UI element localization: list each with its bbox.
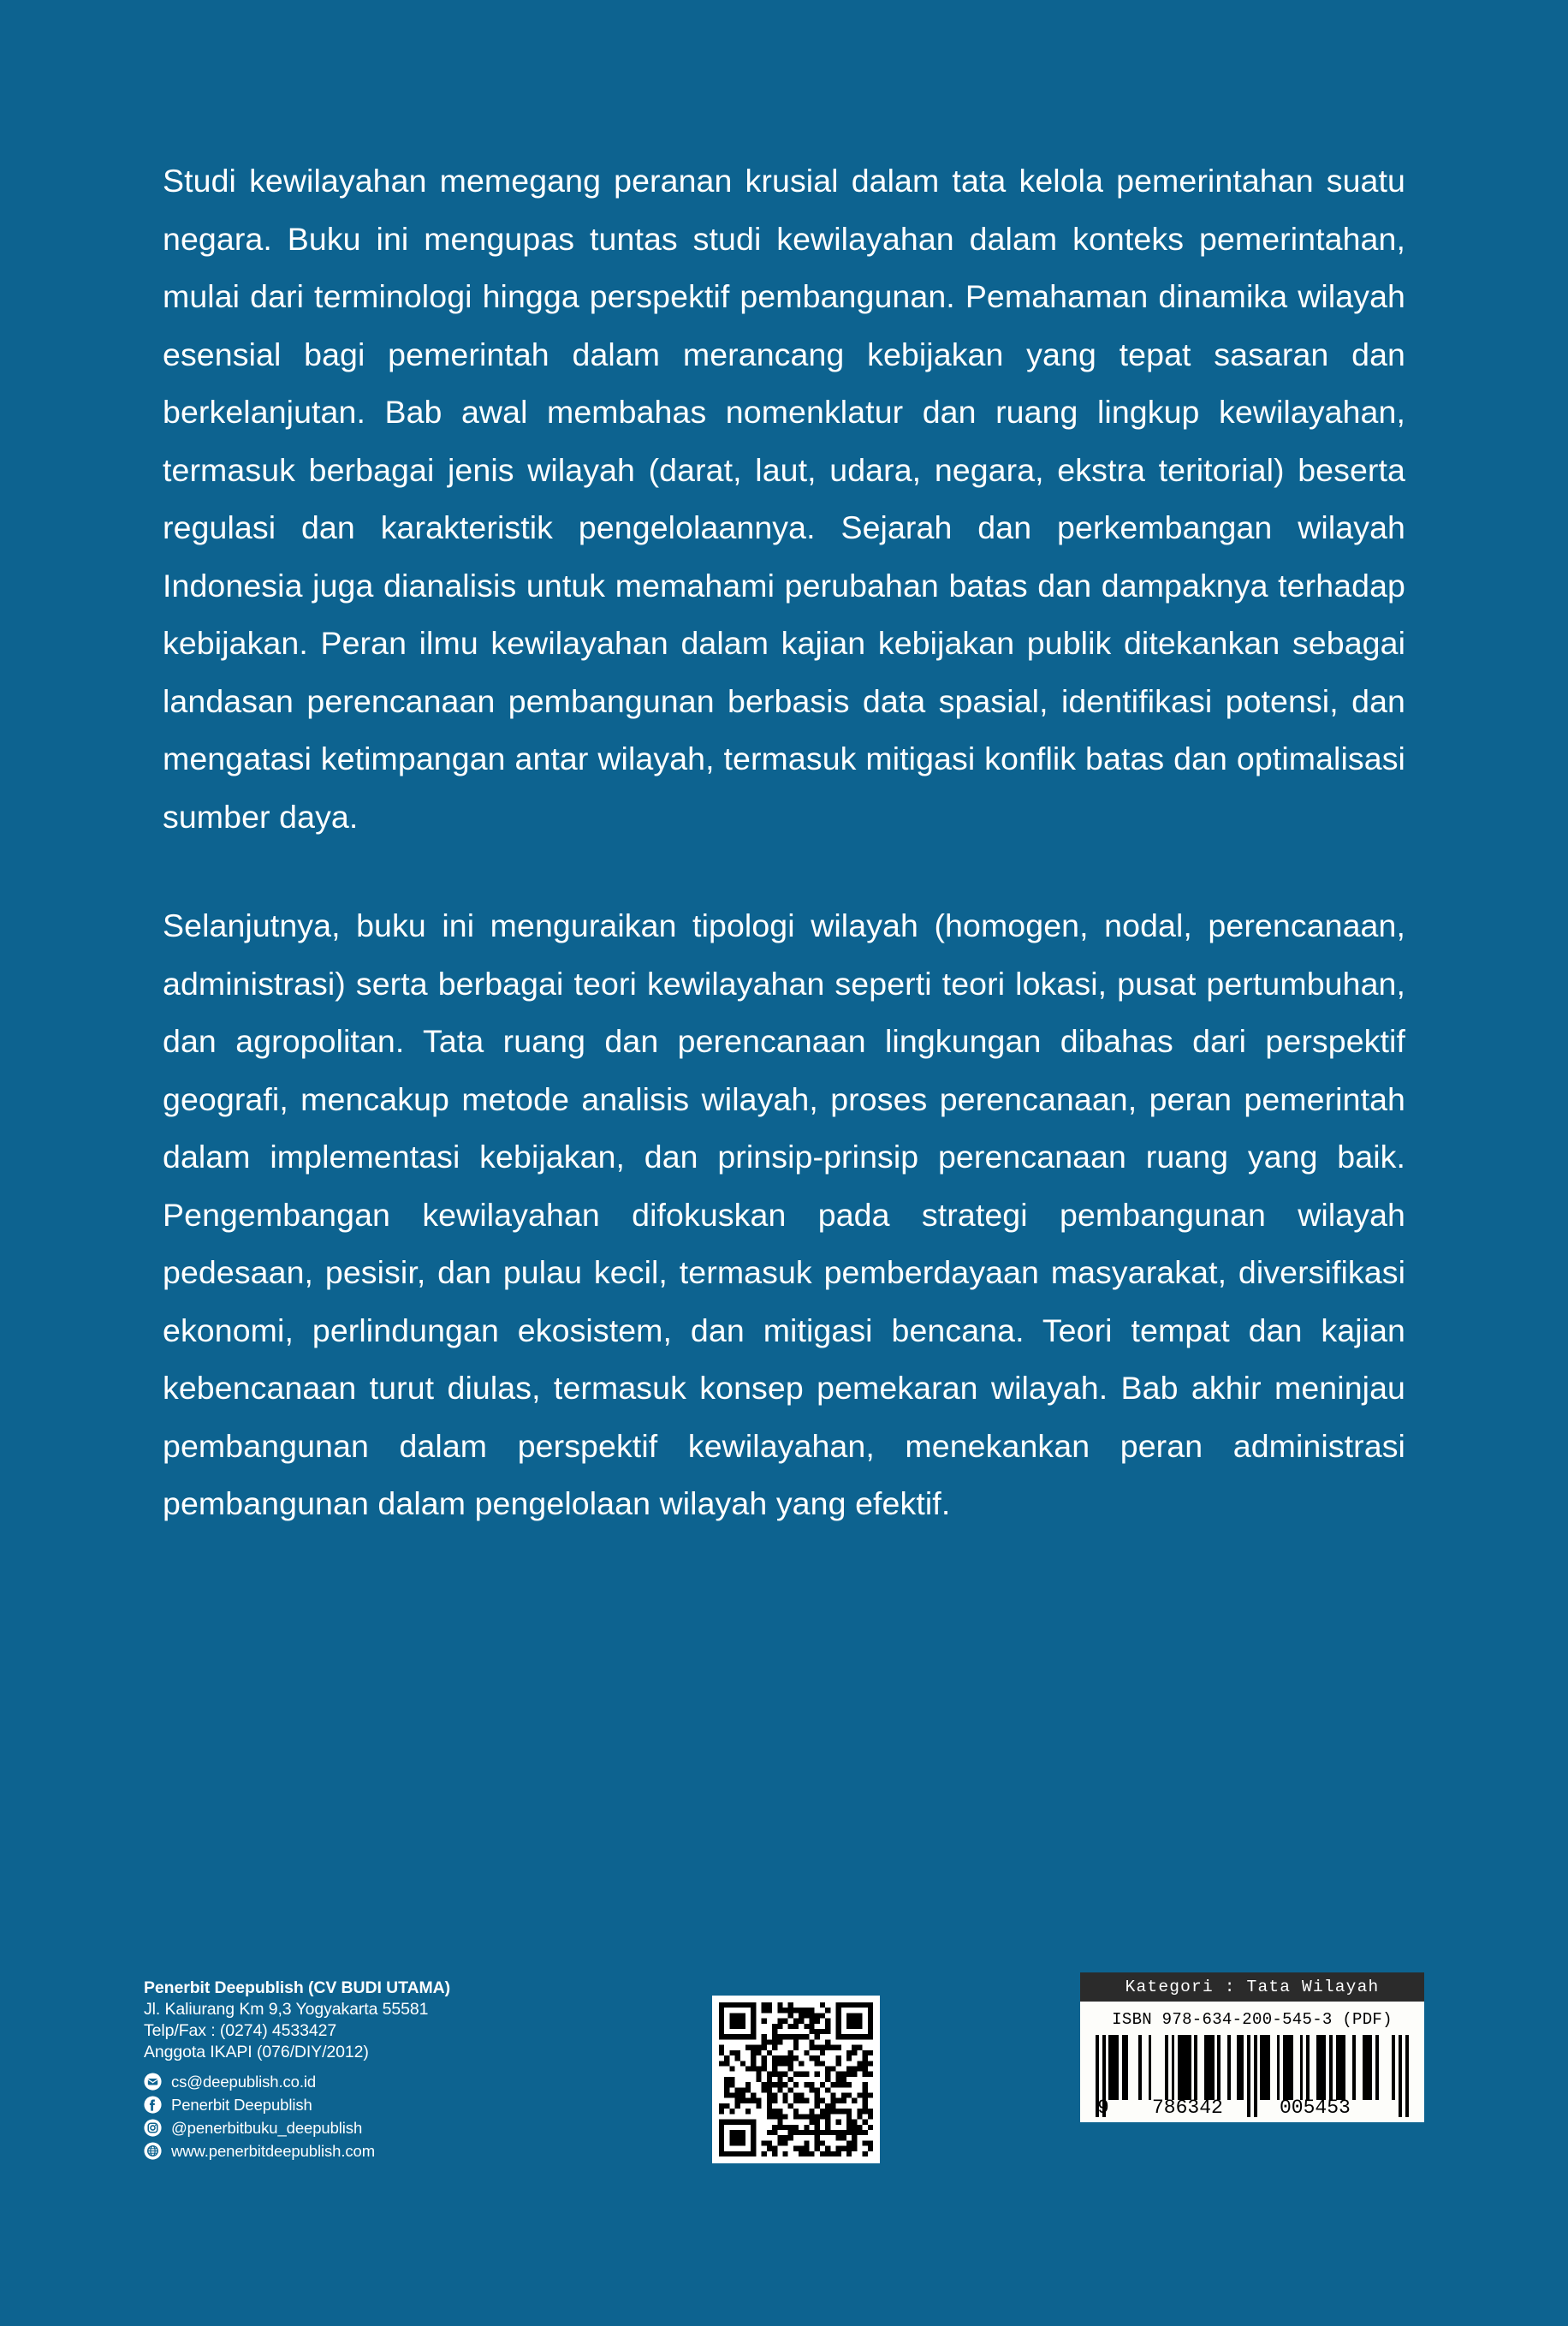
barcode-bar <box>1283 2035 1293 2100</box>
kategori-label: Kategori : Tata Wilayah <box>1080 1972 1424 2002</box>
contact-email[interactable] <box>144 2070 692 2093</box>
isbn-number: ISBN 978-634-200-545-3 (PDF) <box>1112 2010 1393 2029</box>
qr-code[interactable] <box>712 1996 880 2163</box>
barcode-bar <box>1122 2035 1129 2100</box>
qr-code-image <box>719 2002 873 2156</box>
contact-instagram[interactable] <box>144 2116 692 2139</box>
contact-email-text: cs@deepublish.co.id <box>171 2072 317 2091</box>
barcode-bar <box>1310 2035 1316 2100</box>
publisher-info <box>144 1978 692 2162</box>
barcode-bar <box>1128 2035 1138 2100</box>
publisher-address: Jl. Kaliurang Km 9,3 Yogyakarta 55581 <box>144 2000 429 2019</box>
publisher-contact-list <box>144 2070 692 2162</box>
barcode-bar <box>1316 2035 1327 2100</box>
contact-instagram-text: @penerbitbuku_deepublish <box>171 2118 363 2137</box>
facebook-icon <box>144 2096 162 2114</box>
barcode <box>1096 2035 1409 2117</box>
publisher-name: Penerbit Deepublish (CV BUDI UTAMA) <box>144 1978 450 1997</box>
barcode-bar <box>1293 2035 1300 2100</box>
footer <box>0 1969 1568 2217</box>
barcode-bar <box>1379 2035 1392 2100</box>
barcode-bar <box>1336 2035 1346 2100</box>
contact-website-text: www.penerbitdeepublish.com <box>171 2141 376 2160</box>
barcode-bar <box>1237 2035 1244 2100</box>
blurb-section <box>163 152 1405 1533</box>
barcode-panel <box>1080 2002 1424 2122</box>
blurb-paragraph-1: Studi kewilayahan memegang peranan krusial dalam tata kelola pemerintahan suatu negara. Buku ini mengupas tuntas studi kewilayahan dalam konteks pemerintahan, mulai dari terminologi hingga perspektif pembangunan. Pemahaman dinamika wilayah esensial bagi pemerintah dalam merancang kebijakan yang tepat sasaran dan berkelanjutan. Bab awal membahas nomenklatur dan ruang lingkup kewilayahan, termasuk berbagai jenis wilayah (darat, laut, udara, negara, ekstra teritorial) beserta regulasi dan karakteristik pengelolaannya. Sejarah dan perkembangan wilayah Indonesia juga dianalisis untuk memahami perubahan batas dan dampaknya terhadap kebijakan. Peran ilmu kewilayahan dalam kajian kebijakan publik ditekankan sebagai landasan perencanaan pembangunan berbasis data spasial, identifikasi potensi, dan mengatasi ketimpangan antar wilayah, termasuk mitigasi konflik batas dan optimalisasi sumber daya. <box>163 163 1405 835</box>
barcode-digit-mid: 786342 <box>1152 2097 1223 2119</box>
barcode-bar <box>1204 2035 1215 2100</box>
barcode-bar <box>1197 2035 1204 2100</box>
instagram-icon <box>144 2119 162 2137</box>
barcode-bar <box>1221 2035 1227 2100</box>
blurb-paragraph-2: Selanjutnya, buku ini menguraikan tipologi wilayah (homogen, nodal, perencanaan, administrasi) serta berbagai teori kewilayahan seperti teori lokasi, pusat pertumbuhan, dan agropolitan. Tata ruang dan perencanaan lingkungan dibahas dari perspektif geografi, mencakup metode analisis wilayah, proses perencanaan, peran pemerintah dalam implementasi kebijakan, dan prinsip-prinsip perencanaan ruang yang baik. Pengembangan kewilayahan difokuskan pada strategi pembangunan wilayah pedesaan, pesisir, dan pulau kecil, termasuk pemberdayaan masyarakat, diversifikasi ekonomi, perlindungan ekosistem, dan mitigasi bencana. Teori tempat dan kajian kebencanaan turut diulas, termasuk konsep pemekaran wilayah. Bab akhir meninjau pembangunan dalam perspektif kewilayahan, menekankan peran administrasi pembangunan dalam pengelolaan wilayah yang efektif. <box>163 907 1405 1521</box>
publisher-phone: Telp/Fax : (0274) 4533427 <box>144 2021 337 2040</box>
barcode-bar <box>1151 2035 1164 2100</box>
email-icon <box>144 2073 162 2091</box>
barcode-bar <box>1270 2035 1277 2100</box>
barcode-digit-left: 9 <box>1097 2097 1109 2119</box>
barcode-bar <box>1142 2035 1149 2100</box>
contact-facebook-text: Penerbit Deepublish <box>171 2095 312 2114</box>
barcode-bar <box>1178 2035 1191 2100</box>
barcode-bar <box>1260 2035 1270 2100</box>
publisher-ikapi-membership: Anggota IKAPI (076/DIY/2012) <box>144 2043 369 2061</box>
contact-website[interactable] <box>144 2139 692 2162</box>
website-icon <box>144 2142 162 2160</box>
barcode-bar <box>1108 2035 1119 2100</box>
barcode-bar <box>1356 2035 1363 2100</box>
contact-facebook[interactable] <box>144 2093 692 2116</box>
barcode-digit-right: 005453 <box>1280 2097 1351 2119</box>
barcode-bar <box>1231 2035 1238 2100</box>
barcode-bar <box>1345 2035 1352 2100</box>
barcode-digits <box>1096 2097 1409 2119</box>
barcode-bar <box>1363 2035 1373 2100</box>
isbn-block <box>1080 1972 1424 2122</box>
